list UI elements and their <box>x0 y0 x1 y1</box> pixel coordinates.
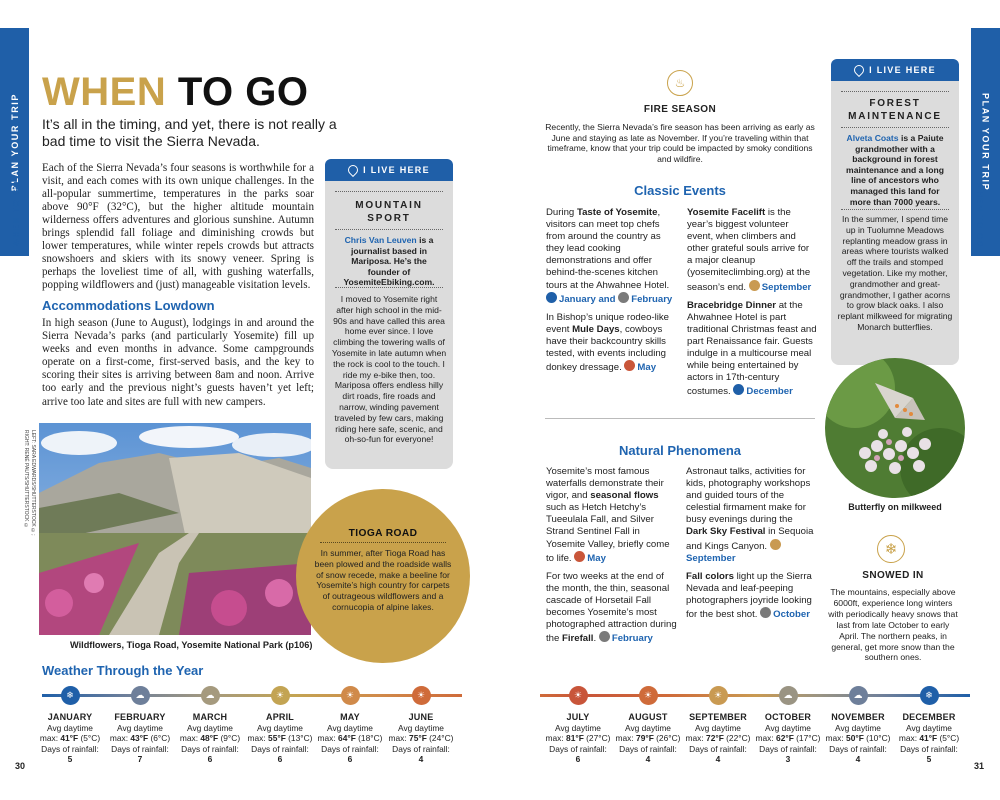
classic-mule-paragraph <box>546 312 678 374</box>
autumn-icon <box>760 607 771 618</box>
max-label: max: <box>615 733 634 744</box>
avg-label: Avg daytime <box>906 722 952 733</box>
max-fahrenheit: 81°F <box>566 733 584 744</box>
snowflake-icon: ❄ <box>877 535 905 563</box>
winter-icon <box>546 292 557 303</box>
event-name: Fall colors <box>686 570 734 582</box>
max-label: max: <box>247 733 266 744</box>
text: For two weeks at the end of the month, the thin, seasonal cascade of Horsetail Fall becomes Yosemite’s most photographed attraction during the <box>546 570 677 645</box>
max-label: max: <box>898 733 918 744</box>
rain-days: 7 <box>137 754 143 765</box>
tioga-text: In summer, after Tioga Road has been plowed and the roadside walls of snow recede, make a beeline for Yosemite’s high country for carpets of outrageous wildflowers and a cornucopia of alpine lakes. <box>314 548 452 612</box>
max-temp <box>174 733 246 744</box>
accommodations-text: In high season (June to August), lodgings in and around the Sierra Nevada’s parks (and particularly Yosemite) fill up weeks and even months in advance. Some campgrounds operate on a first-come, first-served basis, and the key to scoring their sites is arriving between 8am and noon. Arrive too early and the previous night’s guests haven’t yet left; arrive too late and sites are full with new campers. <box>42 317 314 408</box>
max-fahrenheit: 41°F <box>60 733 79 744</box>
month-link: May <box>587 552 606 564</box>
text: light up the Sierra Nevada and leaf-peeping photographers joyride looking for the best shot. <box>686 570 812 621</box>
max-fahrenheit: 43°F <box>130 733 149 744</box>
live-here-2-text: In the summer, I spend time up in Tuolumne Meadows replanting meadow grass in areas where tourists walked off the trails and stomped vegetation. Like my mother, grandmother and great-grandmother, I gather acorns to grow black oaks. I also replant milkweed for migrating Monarch butterflies. <box>837 214 953 332</box>
rain-label: Days of rainfall: <box>392 743 450 754</box>
rain-label: Days of rainfall: <box>181 743 239 754</box>
live-here-2-title-l1: FOREST <box>869 98 921 109</box>
month-name: JUNE <box>408 712 434 722</box>
live-here-2-name: Alveta Coats <box>846 133 899 143</box>
photo-caption: Wildflowers, Tioga Road, Yosemite National Park (p106) <box>70 640 313 650</box>
weather-icon-september: ☀ <box>709 686 728 705</box>
month-name: SEPTEMBER <box>689 712 747 722</box>
natural-firefall-paragraph: For two weeks at the end of the month, the thin, seasonal cascade of Horsetail Fall becomes Yosemite’s most photographed attraction during the Firefall. February <box>546 570 677 645</box>
rain-days: 6 <box>575 754 581 765</box>
rain-label: Days of rainfall: <box>900 743 958 754</box>
weather-icon-november: ☁ <box>849 686 868 705</box>
month-column <box>385 712 457 765</box>
divider <box>841 127 949 128</box>
live-here-1-intro-rest: is a journalist based in Mariposa. He’s the founder of YosemiteEbiking.com. <box>343 235 435 288</box>
page-title <box>42 68 309 116</box>
text: is the year’s biggest volunteer event, when climbers and other grateful souls arrive for a major cleanup (yosemiteclimbing.org) at the season’s end. <box>687 207 811 293</box>
rain-label: Days of rainfall: <box>829 743 887 754</box>
event-name: Mule Days <box>572 323 620 335</box>
weather-icon-march: ☁ <box>201 686 220 705</box>
max-temp <box>314 733 386 744</box>
weather-icon-june: ☀ <box>412 686 431 705</box>
month-column <box>542 712 614 765</box>
avg-label: Avg daytime <box>765 722 811 733</box>
weather-icon-april: ☀ <box>271 686 290 705</box>
max-label: max: <box>388 733 407 744</box>
month-link: September <box>686 552 736 564</box>
avg-label: Avg daytime <box>835 722 881 733</box>
max-temp <box>752 733 824 744</box>
photo-credit: LEFT: SARA EDWARDS/SHUTTERSTOCK ©; RIGHT: RENÉ PAUTS/SHUTTERSTOCK © <box>23 430 36 536</box>
rain-days: 5 <box>926 754 932 765</box>
max-label: max: <box>755 733 774 744</box>
spring-icon <box>624 360 635 371</box>
live-here-1-title <box>325 199 453 225</box>
live-here-tag-1-label: I LIVE HERE <box>363 165 430 175</box>
text: Astronaut talks, activities for kids, photography workshops and guided tours of the celestial firmament make for busy evenings during the <box>686 466 811 526</box>
text: in Sequoia and Kings Canyon. <box>686 526 814 552</box>
event-name: Firefall <box>562 633 594 645</box>
text: and <box>598 293 616 305</box>
month-name: JANUARY <box>47 712 93 722</box>
text: , cowboys have their backcountry skills tested, with events including donkey dressage. <box>546 323 666 374</box>
live-here-2-intro-rest: is a Paiute grandmother with a background in forest maintenance and a long line of ancestors who managed this land for more than 7000 years. <box>846 133 944 207</box>
max-label: max: <box>545 733 564 744</box>
natural-col-2 <box>686 466 816 621</box>
max-celsius: (18°C) <box>358 733 383 744</box>
natural-phenomena-heading: Natural Phenomena <box>618 443 742 458</box>
max-celsius: (6°C) <box>150 733 171 744</box>
divider <box>320 542 446 543</box>
avg-label: Avg daytime <box>117 722 163 733</box>
tioga-title: TIOGA ROAD <box>348 528 418 539</box>
intro-text: It’s all in the timing, and yet, there is not really a bad time to visit the Sierra Nevada. <box>42 116 337 149</box>
rain-label: Days of rainfall: <box>41 743 99 754</box>
month-column <box>174 712 246 765</box>
month-name: JULY <box>566 712 590 722</box>
avg-label: Avg daytime <box>327 722 373 733</box>
max-temp <box>244 733 316 744</box>
live-here-tag-2-label: I LIVE HERE <box>869 65 936 75</box>
max-celsius: (24°C) <box>429 733 454 744</box>
page-title-part1: WHEN <box>42 70 167 114</box>
divider <box>335 229 443 230</box>
max-fahrenheit: 75°F <box>409 733 427 744</box>
rain-label: Days of rainfall: <box>321 743 379 754</box>
max-temp <box>34 733 106 744</box>
right-tab-label: PLAN YOUR TRIP <box>980 92 991 192</box>
spring-icon <box>574 551 585 562</box>
rain-days: 6 <box>277 754 283 765</box>
text: Yosemite’s most famous waterfalls demonstrate their vigor, and <box>546 466 664 502</box>
winter-icon <box>599 631 610 642</box>
winter-icon <box>618 292 629 303</box>
max-temp <box>104 733 176 744</box>
avg-label: Avg daytime <box>695 722 741 733</box>
weather-icon-january: ❄ <box>61 686 80 705</box>
max-label: max: <box>179 733 199 744</box>
max-celsius: (5°C) <box>80 733 101 744</box>
live-here-1-intro <box>340 235 438 288</box>
max-temp <box>893 733 965 744</box>
text: , visitors can meet top chefs from around the country as they lead cooking demonstrations and offer behind-the-scenes kitchen tours at the Ahwahnee Hotel. <box>546 207 670 291</box>
max-celsius: (26°C) <box>656 733 681 744</box>
divider <box>841 209 949 210</box>
rain-days: 6 <box>347 754 353 765</box>
classic-taste-paragraph <box>546 207 678 306</box>
max-celsius: (22°C) <box>726 733 751 744</box>
max-label: max: <box>685 733 704 744</box>
location-pin-icon <box>346 163 360 177</box>
event-name: seasonal flows <box>590 490 659 502</box>
max-celsius: (5°C) <box>939 733 960 744</box>
live-here-1-name: Chris Van Leuven <box>344 235 417 245</box>
rain-label: Days of rainfall: <box>549 743 607 754</box>
max-label: max: <box>39 733 59 744</box>
month-column <box>244 712 316 765</box>
weather-icon-december: ❄ <box>920 686 939 705</box>
max-celsius: (13°C) <box>288 733 313 744</box>
month-link: February <box>631 293 673 305</box>
natural-fallcolors-paragraph <box>686 571 816 621</box>
month-name: FEBRUARY <box>114 712 166 722</box>
classic-col-1 <box>546 207 678 374</box>
left-tab-label: PLAN YOUR TRIP <box>9 92 20 192</box>
butterfly-photo <box>825 358 965 498</box>
month-column <box>682 712 754 765</box>
page-number-right: 31 <box>974 761 985 771</box>
month-column <box>314 712 386 765</box>
timeline-left <box>42 694 462 697</box>
divider <box>335 287 443 288</box>
classic-col-2 <box>687 207 817 398</box>
page-title-part2: TO GO <box>177 70 309 114</box>
month-link: September <box>761 281 812 293</box>
avg-label: Avg daytime <box>187 722 233 733</box>
rain-label: Days of rainfall: <box>111 743 169 754</box>
max-temp <box>822 733 894 744</box>
live-here-1-title-l1: MOUNTAIN <box>355 200 423 211</box>
natural-darksky-paragraph <box>686 466 816 565</box>
rain-days: 4 <box>418 754 424 765</box>
month-name: AUGUST <box>628 712 668 722</box>
month-name: MAY <box>340 712 360 722</box>
weather-icon-august: ☀ <box>639 686 658 705</box>
butterfly-caption: Butterfly on milkweed <box>848 502 942 512</box>
month-link: December <box>746 386 793 398</box>
text: such as Hetch Hetchy’s Tueeulala Fall, and Silver Strand Sentinel Fall in Yosemite Valley, briefly come to life. <box>546 502 670 564</box>
fire-icon: ♨ <box>667 70 693 96</box>
rain-label: Days of rainfall: <box>619 743 677 754</box>
month-link: October <box>773 609 810 621</box>
max-fahrenheit: 62°F <box>776 733 794 744</box>
autumn-icon <box>749 280 760 291</box>
fire-season-text: Recently, the Sierra Nevada’s fire season has been arriving as early as June and staying as late as November. If you’re traveling within that timeframe, know that your trip could be impacted by smoky conditions and wildfire. <box>545 122 815 165</box>
winter-icon <box>733 384 744 395</box>
max-celsius: (27°C) <box>586 733 611 744</box>
month-column <box>104 712 176 765</box>
month-link: January <box>559 293 596 305</box>
event-name: Taste of Yosemite <box>576 207 658 218</box>
max-temp <box>612 733 684 744</box>
month-link: May <box>637 362 657 374</box>
month-name: APRIL <box>266 712 294 722</box>
rain-days: 4 <box>645 754 651 765</box>
max-label: max: <box>109 733 129 744</box>
max-celsius: (17°C) <box>796 733 821 744</box>
max-fahrenheit: 55°F <box>268 733 286 744</box>
max-temp <box>682 733 754 744</box>
max-fahrenheit: 72°F <box>706 733 724 744</box>
fire-season-title: FIRE SEASON <box>643 104 717 115</box>
live-here-2-intro <box>843 133 947 207</box>
accommodations-heading: Accommodations Lowdown <box>42 298 215 313</box>
weather-icon-july: ☀ <box>569 686 588 705</box>
divider <box>841 91 949 92</box>
location-pin-icon <box>852 63 866 77</box>
classic-facelift-paragraph <box>687 207 817 294</box>
rain-days: 5 <box>67 754 73 765</box>
classic-events-heading: Classic Events <box>634 183 726 198</box>
natural-flows-paragraph <box>546 466 678 565</box>
month-name: OCTOBER <box>764 712 812 722</box>
month-column <box>822 712 894 765</box>
rain-days: 3 <box>785 754 791 765</box>
section-divider <box>545 418 815 419</box>
month-name: MARCH <box>192 712 228 722</box>
snowed-in-title: SNOWED IN <box>862 570 924 581</box>
avg-label: Avg daytime <box>47 722 93 733</box>
weather-icon-february: ☁ <box>131 686 150 705</box>
snowed-in-text: The mountains, especially above 6000ft, experience long winters with periodically heavy snows that last from late October to early April. The northern peaks, in general, get more snow than the southern ones. <box>828 587 958 663</box>
max-celsius: (9°C) <box>220 733 241 744</box>
left-side-label: WHEN TO GO <box>12 180 21 247</box>
wildflowers-photo <box>39 423 311 635</box>
weather-icon-may: ☀ <box>341 686 360 705</box>
max-celsius: (10°C) <box>866 733 891 744</box>
month-column <box>893 712 965 765</box>
max-fahrenheit: 41°F <box>919 733 938 744</box>
event-name: Bracebridge Dinner <box>687 299 777 311</box>
avg-label: Avg daytime <box>257 722 303 733</box>
autumn-icon <box>770 539 781 550</box>
rain-days: 4 <box>855 754 861 765</box>
weather-icon-october: ☁ <box>779 686 798 705</box>
max-temp <box>542 733 614 744</box>
natural-col-1 <box>546 466 678 645</box>
event-name: Yosemite Facelift <box>687 207 766 218</box>
month-name: DECEMBER <box>902 712 956 722</box>
page-number-left: 30 <box>15 761 26 771</box>
event-name: Dark Sky Festival <box>686 526 766 538</box>
month-column <box>612 712 684 765</box>
text: During <box>546 207 575 218</box>
rain-label: Days of rainfall: <box>689 743 747 754</box>
classic-bracebridge-paragraph <box>687 300 817 399</box>
divider <box>335 191 443 192</box>
text: In Bishop’s unique rodeo-like event <box>546 311 670 335</box>
live-here-1-title-l2: SPORT <box>367 213 411 224</box>
rain-label: Days of rainfall: <box>759 743 817 754</box>
text: at the Ahwahnee Hotel is part traditional Christmas feast and part Renaissance fair. Guests indulge in a multicourse meal while being entertained by actors in 17th-century costumes. <box>687 299 817 398</box>
max-fahrenheit: 79°F <box>636 733 654 744</box>
max-label: max: <box>825 733 844 744</box>
month-link: February <box>611 633 653 645</box>
live-here-tag-1 <box>325 159 453 181</box>
month-column <box>34 712 106 765</box>
rain-label: Days of rainfall: <box>251 743 309 754</box>
timeline-right <box>540 694 970 697</box>
month-column <box>752 712 824 765</box>
avg-label: Avg daytime <box>398 722 444 733</box>
month-name: NOVEMBER <box>831 712 885 722</box>
right-side-label: WHEN TO GO <box>975 182 984 249</box>
max-label: max: <box>317 733 336 744</box>
avg-label: Avg daytime <box>555 722 601 733</box>
live-here-1-text: I moved to Yosemite right after high school in the mid-90s and have called this area home ever since. I love climbing the towering walls of Yosemite in late autumn when the rock is cool to the touch. I ride my e-bike then, too. Mariposa offers endless hilly dirt roads, fire roads and narrow, winding pavement traveled by few cars, making riding here safe, scenic, and oh-so-fun for everyone! <box>331 294 447 445</box>
max-fahrenheit: 64°F <box>338 733 356 744</box>
live-here-tag-2 <box>831 59 959 81</box>
avg-label: Avg daytime <box>625 722 671 733</box>
live-here-2-title <box>831 97 959 123</box>
weather-heading: Weather Through the Year <box>42 663 204 678</box>
rain-days: 4 <box>715 754 721 765</box>
max-temp <box>385 733 457 744</box>
rain-days: 6 <box>207 754 213 765</box>
max-fahrenheit: 48°F <box>200 733 219 744</box>
live-here-2-title-l2: MAINTENANCE <box>848 111 942 122</box>
max-fahrenheit: 50°F <box>846 733 864 744</box>
body-paragraph: Each of the Sierra Nevada’s four seasons is worthwhile for a visit, and each comes with its own unique challenges. In the all-popular summertime, temperatures in the parks soar above 90°F (32°C), but the higher altitude mountain wilderness offers adventures and glorious sunshine. Autumn brings splendid fall foliage and diminishing crowds but lower temperatures, while winter repels crowds but attracts snowshoers and skiers with its snowy veneer. Spring is perhaps the loveliest time of all, with gushing waterfalls, popping wildflowers and (just) manageable visitation levels. <box>42 162 314 292</box>
